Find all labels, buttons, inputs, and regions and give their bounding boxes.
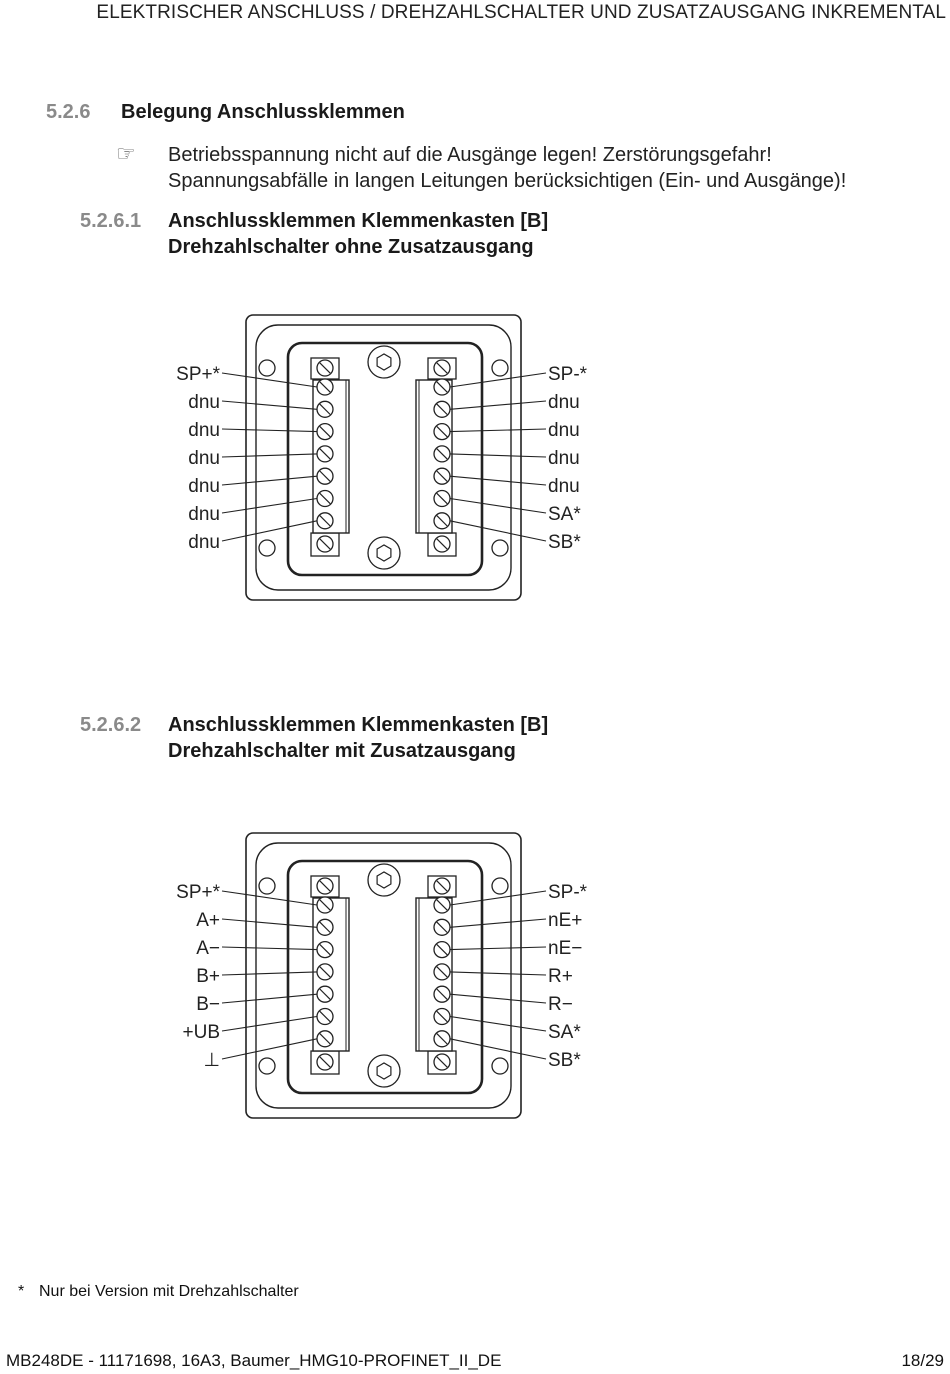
terminal-box-diagram-2 <box>150 818 610 1133</box>
mounting-hole-icon <box>492 540 508 556</box>
terminal-label-left: SP+* <box>176 882 220 903</box>
subsection-number: 5.2.6.1 <box>80 210 142 232</box>
pointing-hand-icon: ☞ <box>116 141 136 166</box>
terminal-label-left: dnu <box>188 504 220 525</box>
cover-screw-icon <box>368 537 400 569</box>
terminal-label-right: nE− <box>548 938 583 959</box>
terminal-label-left: B+ <box>196 966 220 987</box>
terminal-label-right: dnu <box>548 420 580 441</box>
footnote-marker: * <box>18 1283 25 1300</box>
terminal-label-left: A− <box>196 938 220 959</box>
section-title: Belegung Anschlussklemmen <box>121 101 405 123</box>
terminal-label-right: dnu <box>548 448 580 469</box>
terminal-label-right: R+ <box>548 966 573 987</box>
mounting-hole-icon <box>259 878 275 894</box>
terminal-label-left: dnu <box>188 392 220 413</box>
note-line-2: Spannungsabfälle in langen Leitungen berücksichtigen (Ein- und Ausgänge)! <box>168 170 847 192</box>
terminal-box-diagram-1 <box>150 300 610 615</box>
mounting-hole-icon <box>492 1058 508 1074</box>
terminal-label-right: SP-* <box>548 882 588 903</box>
terminal-label-right: SA* <box>548 1022 581 1043</box>
terminal-label-left: dnu <box>188 420 220 441</box>
terminal-label-left: +UB <box>182 1022 220 1043</box>
terminal-label-left: dnu <box>188 448 220 469</box>
note-line-1: Betriebsspannung nicht auf die Ausgänge legen! Zerstörungsgefahr! <box>168 144 772 166</box>
terminal-label-right: R− <box>548 994 573 1015</box>
subsection-title-line2: Drehzahlschalter mit Zusatzausgang <box>168 740 516 762</box>
running-header: ELEKTRISCHER ANSCHLUSS / DREHZAHLSCHALTER UND ZUSATZAUSGANG INKREMENTAL <box>96 2 946 23</box>
terminal-label-left: SP+* <box>176 364 220 385</box>
subsection-number: 5.2.6.2 <box>80 714 142 736</box>
mounting-hole-icon <box>259 540 275 556</box>
cover-screw-icon <box>368 864 400 896</box>
terminal-label-left: dnu <box>188 476 220 497</box>
mounting-hole-icon <box>259 1058 275 1074</box>
subsection-title-line1: Anschlussklemmen Klemmenkasten [B] <box>168 714 549 736</box>
mounting-hole-icon <box>492 878 508 894</box>
subsection-title-line1: Anschlussklemmen Klemmenkasten [B] <box>168 210 549 232</box>
mounting-hole-icon <box>259 360 275 376</box>
subsection-title-line2: Drehzahlschalter ohne Zusatzausgang <box>168 236 534 258</box>
terminal-label-right: SA* <box>548 504 581 525</box>
footer-document-id: MB248DE - 11171698, 16A3, Baumer_HMG10-PROFINET_II_DE <box>6 1351 502 1370</box>
terminal-label-right: nE+ <box>548 910 583 931</box>
footer-page-number: 18/29 <box>901 1351 944 1370</box>
terminal-label-left: A+ <box>196 910 220 931</box>
cover-screw-icon <box>368 346 400 378</box>
terminal-label-right: dnu <box>548 476 580 497</box>
terminal-label-right: SP-* <box>548 364 588 385</box>
terminal-label-left: dnu <box>188 532 220 553</box>
section-number: 5.2.6 <box>46 101 91 123</box>
footnote-text: Nur bei Version mit Drehzahlschalter <box>39 1283 299 1300</box>
terminal-label-left: ⊥ <box>203 1050 220 1071</box>
terminal-label-left: B− <box>196 994 220 1015</box>
terminal-label-right: dnu <box>548 392 580 413</box>
terminal-label-right: SB* <box>548 532 581 553</box>
cover-screw-icon <box>368 1055 400 1087</box>
mounting-hole-icon <box>492 360 508 376</box>
terminal-label-right: SB* <box>548 1050 581 1071</box>
